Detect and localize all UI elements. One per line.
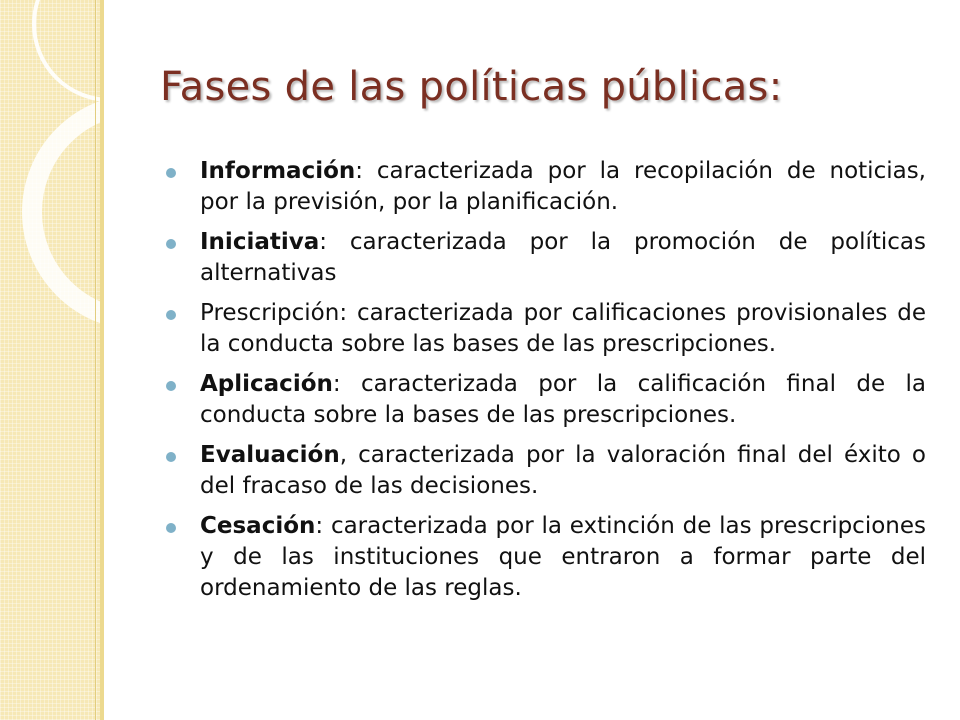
bullet-term: Iniciativa: [200, 229, 320, 255]
bullet-text: Prescripción: caracterizada por calificaciones provisionales de la conducta sobre las bases de las prescripciones.: [200, 300, 926, 357]
bullet-item-cesacion: [166, 511, 926, 604]
bullet-list: [166, 156, 926, 613]
bullet-item-iniciativa: [166, 227, 926, 289]
decorative-side-band: [0, 0, 104, 720]
bullet-dot-icon: [166, 239, 176, 249]
bullet-dot-icon: [166, 168, 176, 178]
bullet-dot-icon: [166, 310, 176, 320]
bullet-term: Evaluación: [200, 442, 340, 468]
bullet-term: Información: [200, 158, 356, 184]
bullet-dot-icon: [166, 523, 176, 533]
bullet-dot-icon: [166, 452, 176, 462]
bullet-text: , caracterizada por la valoración final del éxito o del fracaso de las decisiones.: [200, 442, 926, 499]
bullet-dot-icon: [166, 381, 176, 391]
slide-title: Fases de las políticas públicas:: [160, 64, 783, 110]
bullet-text: : caracterizada por la recopilación de noticias, por la previsión, por la planificación.: [200, 158, 926, 215]
decorative-ring: [22, 94, 104, 330]
bullet-item-aplicacion: [166, 369, 926, 431]
bullet-text: : caracterizada por la extinción de las prescripciones y de las instituciones que entraron a formar parte del ordenamiento de las reglas.: [200, 513, 926, 601]
decorative-ring-top: [32, 0, 104, 102]
band-edge: [100, 0, 104, 720]
bullet-term: Aplicación: [200, 371, 333, 397]
bullet-item-informacion: [166, 156, 926, 218]
bullet-text: : caracterizada por la calificación final de la conducta sobre la bases de las prescripciones.: [200, 371, 926, 428]
bullet-term: Cesación: [200, 513, 316, 539]
bullet-item-evaluacion: [166, 440, 926, 502]
bullet-item-prescripcion: [166, 298, 926, 360]
bullet-text: : caracterizada por la promoción de políticas alternativas: [200, 229, 926, 286]
band-divider: [95, 0, 96, 720]
